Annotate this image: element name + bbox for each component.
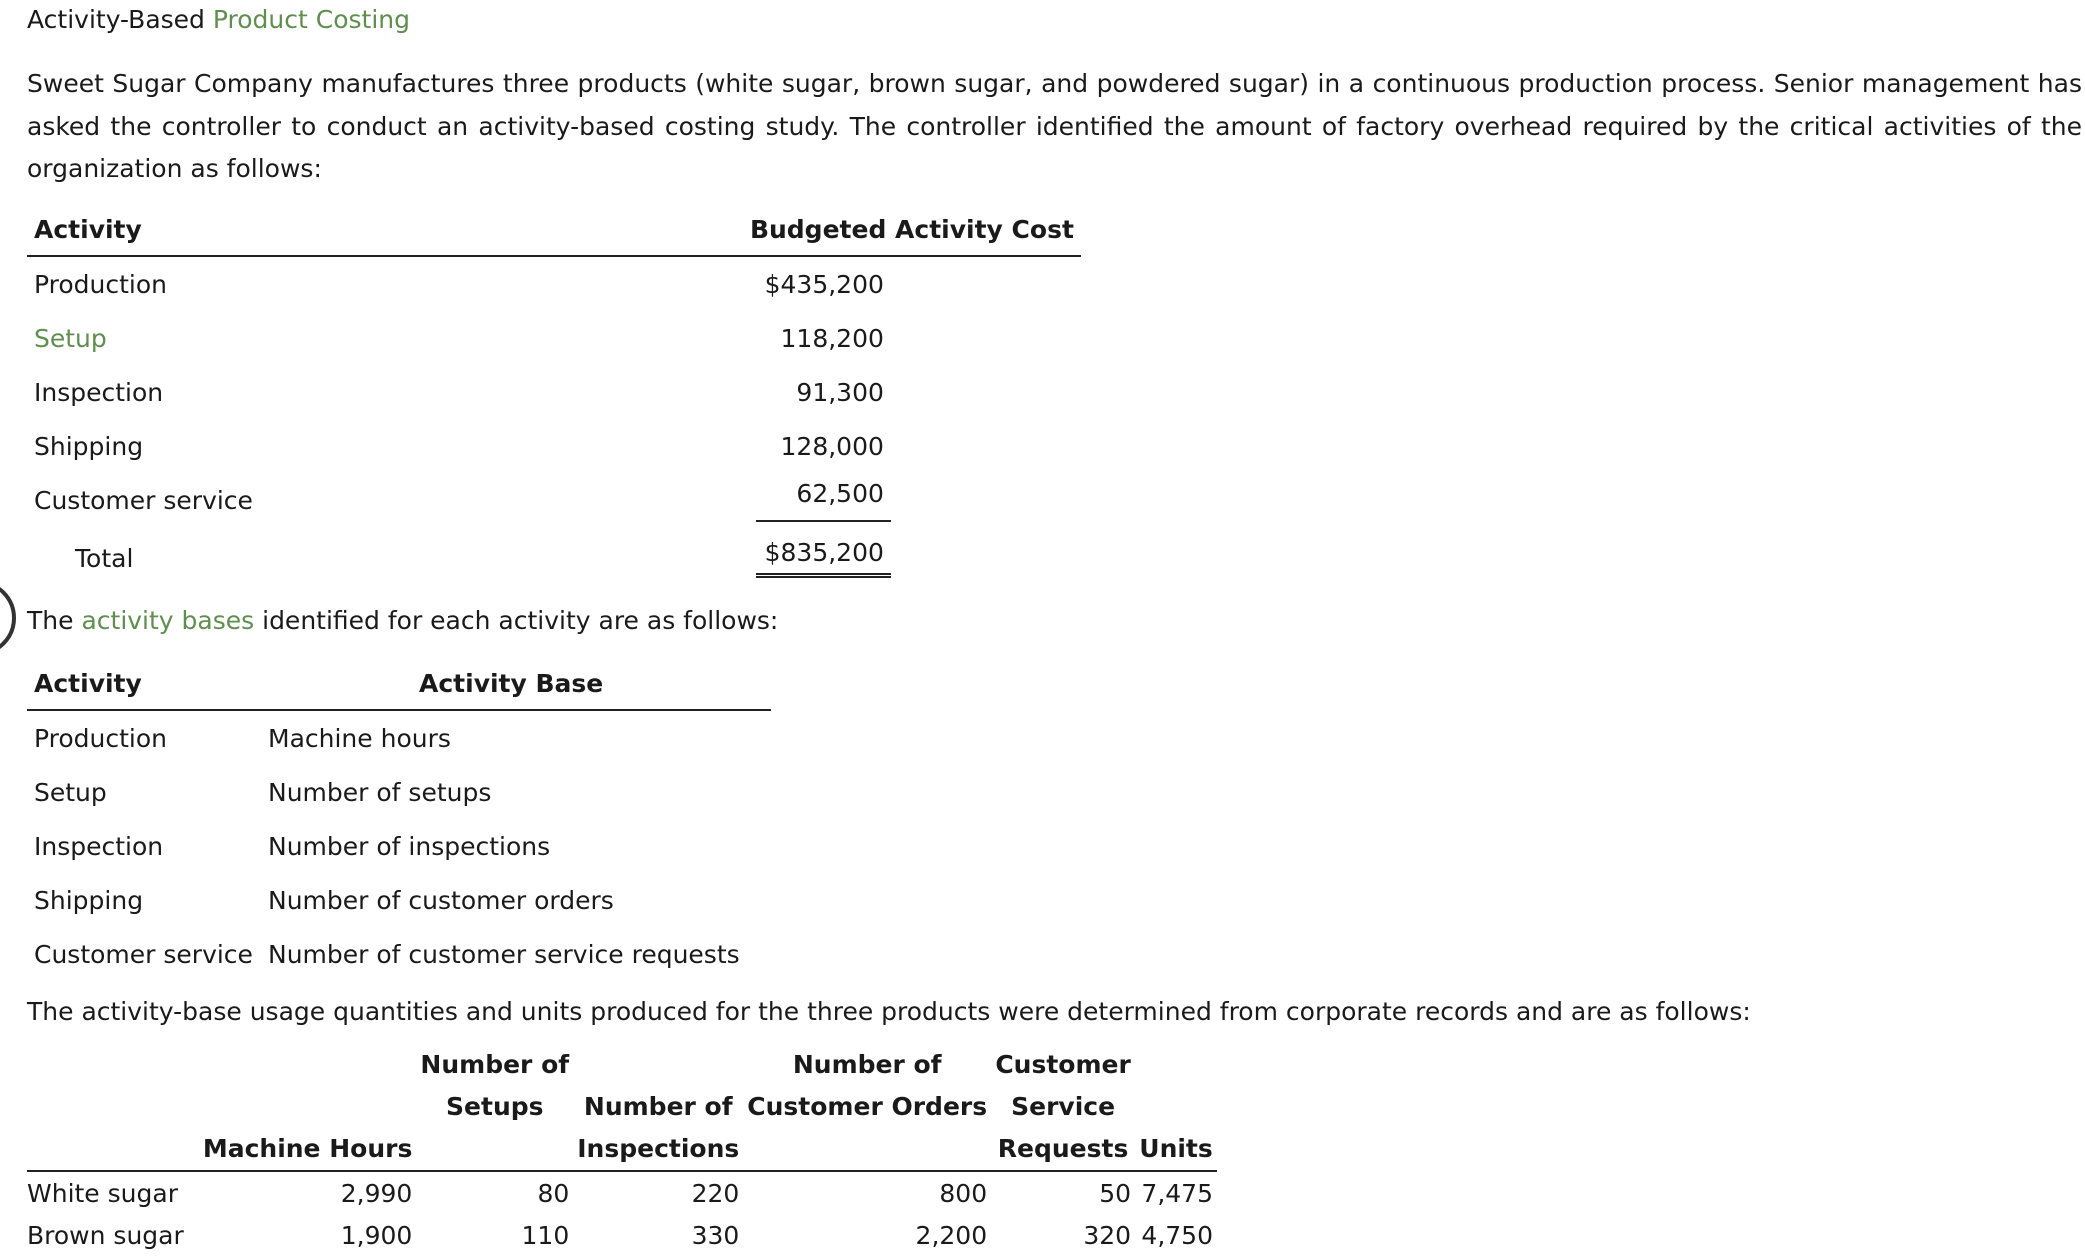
usage-table bbox=[27, 1044, 1217, 1256]
table-row bbox=[27, 927, 771, 981]
table-row bbox=[27, 365, 1081, 419]
product-cell: Brown sugar bbox=[27, 1220, 184, 1250]
activity-cell: Shipping bbox=[34, 885, 144, 915]
table-row bbox=[27, 473, 1081, 527]
units-cell: 7,475 bbox=[1141, 1178, 1213, 1208]
usage-paragraph: The activity-base usage quantities and units produced for the three products were determined from corporate records and are as follows: bbox=[27, 997, 1751, 1026]
csr-cell: 320 bbox=[1083, 1220, 1132, 1250]
table-row bbox=[27, 1171, 1217, 1214]
machine-hours-cell: 2,990 bbox=[340, 1178, 413, 1208]
budgeted-cost-header: Budgeted Activity Cost bbox=[260, 204, 1081, 256]
orders-cell: 2,200 bbox=[915, 1220, 988, 1250]
total-label: Total bbox=[75, 543, 134, 573]
bases-suffix: identified for each activity are as follows: bbox=[254, 606, 779, 635]
activity-base-cell: Machine hours bbox=[268, 723, 451, 753]
page-title bbox=[27, 2, 410, 38]
machine-hours-cell: 1,900 bbox=[340, 1220, 413, 1250]
table-row bbox=[27, 710, 771, 765]
customer-service-requests-header: Customer Service Requests bbox=[991, 1044, 1135, 1171]
cost-cell: 128,000 bbox=[780, 431, 884, 461]
activity-cell: Customer service bbox=[34, 939, 253, 969]
cost-cell: 91,300 bbox=[796, 377, 884, 407]
table-row bbox=[27, 256, 1081, 311]
total-value: $835,200 bbox=[756, 538, 891, 578]
bases-paragraph bbox=[27, 603, 778, 639]
setups-cell: 110 bbox=[521, 1220, 570, 1250]
table-row bbox=[27, 419, 1081, 473]
activity-base-table bbox=[27, 658, 771, 981]
customer-orders-header: Number of Customer Orders bbox=[743, 1044, 991, 1171]
product-costing-link[interactable]: Product Costing bbox=[212, 5, 410, 34]
intro-paragraph: Sweet Sugar Company manufactures three products (white sugar, brown sugar, and powdered sugar) in a continuous production process. Senior management has asked the controller to conduct an activity-based costing study. The controller identified the amount of factory overhead required by the critical activities of the organization as follows: bbox=[27, 69, 2082, 183]
product-header bbox=[27, 1044, 196, 1171]
inspections-cell: 220 bbox=[691, 1178, 740, 1208]
units-cell: 4,750 bbox=[1141, 1220, 1213, 1250]
activity-header: Activity bbox=[27, 658, 261, 710]
cost-cell: $435,200 bbox=[764, 269, 884, 299]
cost-cell: 118,200 bbox=[780, 323, 884, 353]
setups-cell: 80 bbox=[537, 1178, 570, 1208]
activity-base-cell: Number of inspections bbox=[268, 831, 551, 861]
budgeted-cost-table bbox=[27, 204, 1081, 589]
product-cell: White sugar bbox=[27, 1178, 178, 1208]
activity-cell: Inspection bbox=[34, 831, 164, 861]
orders-cell: 800 bbox=[939, 1178, 988, 1208]
table-row bbox=[27, 819, 771, 873]
machine-hours-header: Machine Hours bbox=[196, 1044, 417, 1171]
activity-bases-link[interactable]: activity bases bbox=[81, 606, 255, 635]
activity-base-cell: Number of customer service requests bbox=[268, 939, 740, 969]
activity-header: Activity bbox=[27, 204, 260, 256]
activity-cell: Production bbox=[34, 269, 168, 299]
table-row bbox=[27, 765, 771, 819]
table-row bbox=[27, 1214, 1217, 1256]
csr-cell: 50 bbox=[1099, 1178, 1132, 1208]
bases-prefix: The bbox=[27, 606, 82, 635]
table-row bbox=[27, 873, 771, 927]
setup-link[interactable]: Setup bbox=[34, 323, 107, 353]
cost-cell: 62,500 bbox=[756, 479, 891, 522]
circle-decoration bbox=[0, 580, 16, 656]
activity-base-cell: Number of customer orders bbox=[268, 885, 614, 915]
table-row bbox=[27, 311, 1081, 365]
activity-cell: Setup bbox=[34, 777, 107, 807]
inspections-cell: 330 bbox=[691, 1220, 740, 1250]
activity-cell: Production bbox=[34, 723, 168, 753]
activity-cell: Customer service bbox=[34, 485, 253, 515]
activity-cell: Shipping bbox=[34, 431, 144, 461]
inspections-header: Number of Inspections bbox=[573, 1044, 743, 1171]
title-prefix: Activity-Based bbox=[27, 5, 213, 34]
activity-base-cell: Number of setups bbox=[268, 777, 492, 807]
total-row bbox=[27, 527, 1081, 589]
activity-base-header: Activity Base bbox=[261, 658, 771, 710]
units-header: Units bbox=[1135, 1044, 1217, 1171]
activity-cell: Inspection bbox=[34, 377, 164, 407]
setups-header: Number of Setups bbox=[416, 1044, 573, 1171]
